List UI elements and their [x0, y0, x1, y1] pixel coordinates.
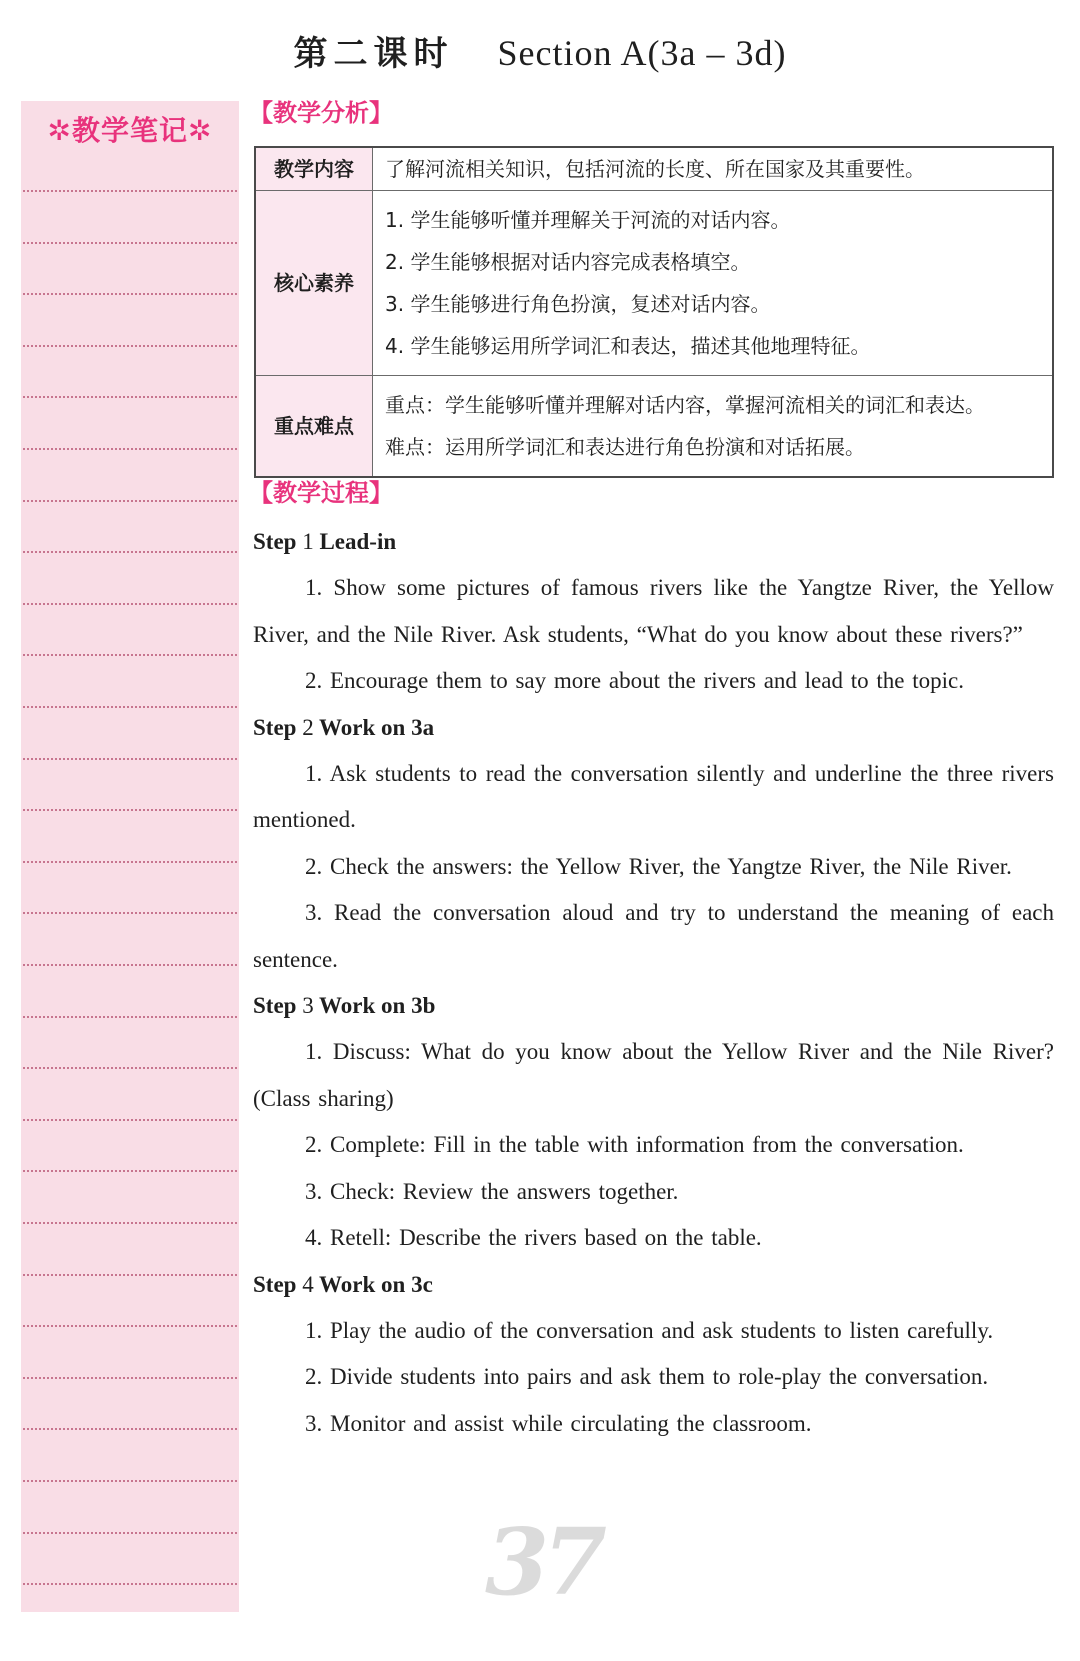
step-title: Lead-in: [319, 529, 397, 554]
step-title: Work on 3a: [319, 714, 435, 740]
teaching-process: [253, 519, 1054, 1447]
note-line: [23, 758, 237, 760]
table-label-competencies: 核心素养: [256, 191, 373, 375]
note-line: [23, 1119, 237, 1121]
competency-line: 1. 学生能够听懂并理解关于河流的对话内容。: [385, 208, 791, 232]
competency-line: 3. 学生能够进行角色扮演，复述对话内容。: [385, 292, 771, 316]
lesson-label: 第二课时: [293, 34, 454, 74]
note-line: [23, 551, 237, 553]
step-item: 3. Check: Review the answers together.: [305, 1178, 679, 1204]
note-line: [23, 1067, 237, 1069]
step-item: 2. Check the answers: the Yellow River, the Yangtze River, the Nile River.: [305, 853, 1012, 879]
key-point-line: 重点：学生能够听懂并理解对话内容，掌握河流相关的词汇和表达。: [385, 393, 985, 417]
step-item: 2. Complete: Fill in the table with information from the conversation.: [305, 1132, 964, 1158]
step-title: Work on 3c: [319, 1271, 433, 1297]
step-heading: [253, 705, 1054, 751]
step-item: 1. Discuss: What do you know about the Yellow River and the Nile River? (Class sharing): [253, 1039, 1054, 1111]
step-number: 1: [302, 529, 314, 554]
note-line: [23, 1170, 237, 1172]
table-row-key-points: [256, 376, 1052, 476]
step-item: 1. Show some pictures of famous rivers like the Yangtze River, the Yellow River, and the Nile River. Ask students, “What do you know about these rivers?”: [253, 575, 1054, 647]
step-heading: [253, 1262, 1054, 1308]
table-label-key-points: 重点难点: [256, 376, 373, 476]
table-value-competencies: [373, 191, 1052, 375]
note-line: [23, 706, 237, 708]
note-line: [23, 396, 237, 398]
note-line: [23, 1583, 237, 1585]
step-prefix: Step: [253, 529, 297, 554]
step-prefix: Step: [253, 714, 297, 740]
note-line: [23, 293, 237, 295]
note-line: [23, 654, 237, 656]
note-line: [23, 1274, 237, 1276]
note-line: [23, 500, 237, 502]
step-item: 3. Monitor and assist while circulating the classroom.: [305, 1410, 812, 1436]
note-line: [23, 912, 237, 914]
table-value-key-points: [373, 376, 1052, 476]
notes-title: ✲教学笔记✲: [47, 114, 213, 147]
note-line: [23, 1325, 237, 1327]
step-item: 3. Read the conversation aloud and try to understand the meaning of each sentence.: [253, 900, 1054, 972]
analysis-heading: 【教学分析】: [249, 99, 393, 127]
note-line: [23, 1532, 237, 1534]
page-number: 37: [484, 1508, 602, 1616]
note-line: [23, 964, 237, 966]
section-label: Section A(3a – 3d): [497, 33, 787, 73]
step-prefix: Step: [253, 993, 297, 1019]
note-line: [23, 190, 237, 192]
content-line: 了解河流相关知识，包括河流的长度、所在国家及其重要性。: [385, 157, 925, 181]
note-line: [23, 809, 237, 811]
table-value-content: [373, 148, 1052, 190]
note-line: [23, 345, 237, 347]
competency-line: 2. 学生能够根据对话内容完成表格填空。: [385, 250, 751, 274]
step-number: 2: [302, 714, 314, 740]
table-label-content: 教学内容: [256, 148, 373, 190]
note-line: [23, 1222, 237, 1224]
note-line: [23, 861, 237, 863]
competency-line: 4. 学生能够运用所学词汇和表达，描述其他地理特征。: [385, 334, 871, 358]
note-line: [23, 1377, 237, 1379]
step-heading: [253, 983, 1054, 1029]
page-title: [0, 30, 1080, 77]
step-heading: [253, 519, 1054, 565]
table-row-competencies: [256, 191, 1052, 376]
analysis-table: [254, 146, 1054, 478]
note-line: [23, 1480, 237, 1482]
step-number: 3: [302, 993, 314, 1019]
key-point-line: 难点：运用所学词汇和表达进行角色扮演和对话拓展。: [385, 435, 865, 459]
step-item: 1. Play the audio of the conversation and ask students to listen carefully.: [305, 1317, 994, 1343]
table-row-content: [256, 148, 1052, 191]
note-line: [23, 1428, 237, 1430]
note-line: [23, 448, 237, 450]
note-line: [23, 603, 237, 605]
process-heading: 【教学过程】: [249, 479, 393, 507]
step-title: Work on 3b: [319, 993, 436, 1019]
note-line: [23, 242, 237, 244]
step-item: 2. Divide students into pairs and ask them to role-play the conversation.: [305, 1364, 989, 1390]
step-item: 4. Retell: Describe the rivers based on the table.: [305, 1225, 762, 1251]
teaching-notes-panel: [21, 101, 239, 1612]
note-line: [23, 1016, 237, 1018]
step-prefix: Step: [253, 1271, 297, 1297]
step-number: 4: [302, 1271, 314, 1297]
step-item: 1. Ask students to read the conversation silently and underline the three rivers mentioned.: [253, 761, 1054, 833]
step-item: 2. Encourage them to say more about the rivers and lead to the topic.: [305, 668, 964, 694]
